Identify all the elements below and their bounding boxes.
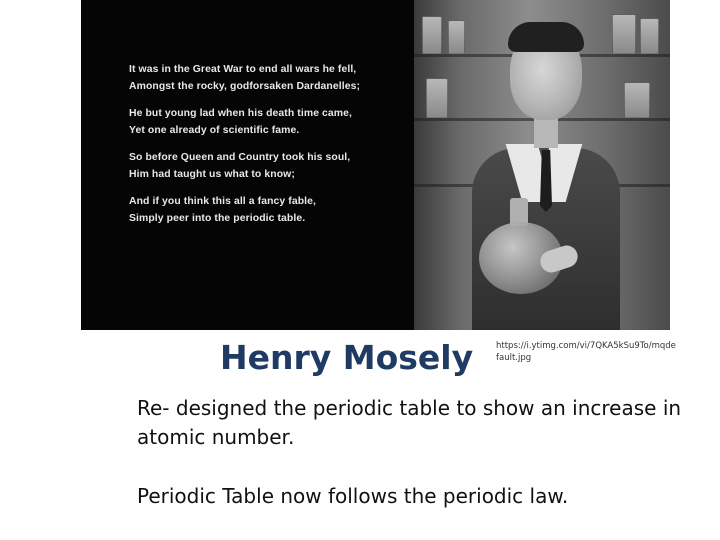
- slide-title: Henry Mosely: [220, 338, 474, 377]
- bottle-icon: [448, 20, 465, 54]
- person-hair: [508, 22, 584, 52]
- bottle-icon: [612, 14, 636, 54]
- bottle-icon: [624, 82, 650, 118]
- poem-stanza-gap-2: [129, 139, 429, 150]
- poem-line-7: And if you think this all a fancy fable,: [129, 196, 317, 207]
- bottle-icon: [426, 78, 448, 118]
- poem-line-5: So before Queen and Country took his soul,: [129, 152, 351, 163]
- tie-icon: [540, 150, 552, 212]
- poem-line-6: Him had taught us what to know;: [129, 168, 295, 180]
- poem-line-8: Simply peer into the periodic table.: [129, 212, 306, 224]
- bottle-icon: [422, 16, 442, 54]
- henry-mosely-portrait: [414, 0, 670, 330]
- poem-and-portrait-image: [81, 0, 670, 330]
- poem-text: [129, 62, 429, 227]
- body-bullet-2: Periodic Table now follows the periodic law.: [137, 484, 569, 508]
- poem-line-4: Yet one already of scientific fame.: [129, 124, 300, 136]
- poem-line-2: Amongst the rocky, godforsaken Dardanelles;: [129, 80, 361, 92]
- slide-body: [137, 394, 697, 511]
- poem-stanza-gap-3: [129, 183, 429, 194]
- image-source-url: https://i.ytimg.com/vi/7QKA5kSu9To/mqdefault.jpg: [496, 341, 676, 363]
- poem-line-1: It was in the Great War to end all wars he fell,: [129, 64, 357, 75]
- body-bullet-1: Re- designed the periodic table to show an increase in atomic number.: [137, 396, 682, 449]
- poem-line-3: He but young lad when his death time came,: [129, 108, 353, 119]
- bottle-icon: [640, 18, 659, 54]
- poem-stanza-gap-1: [129, 95, 429, 106]
